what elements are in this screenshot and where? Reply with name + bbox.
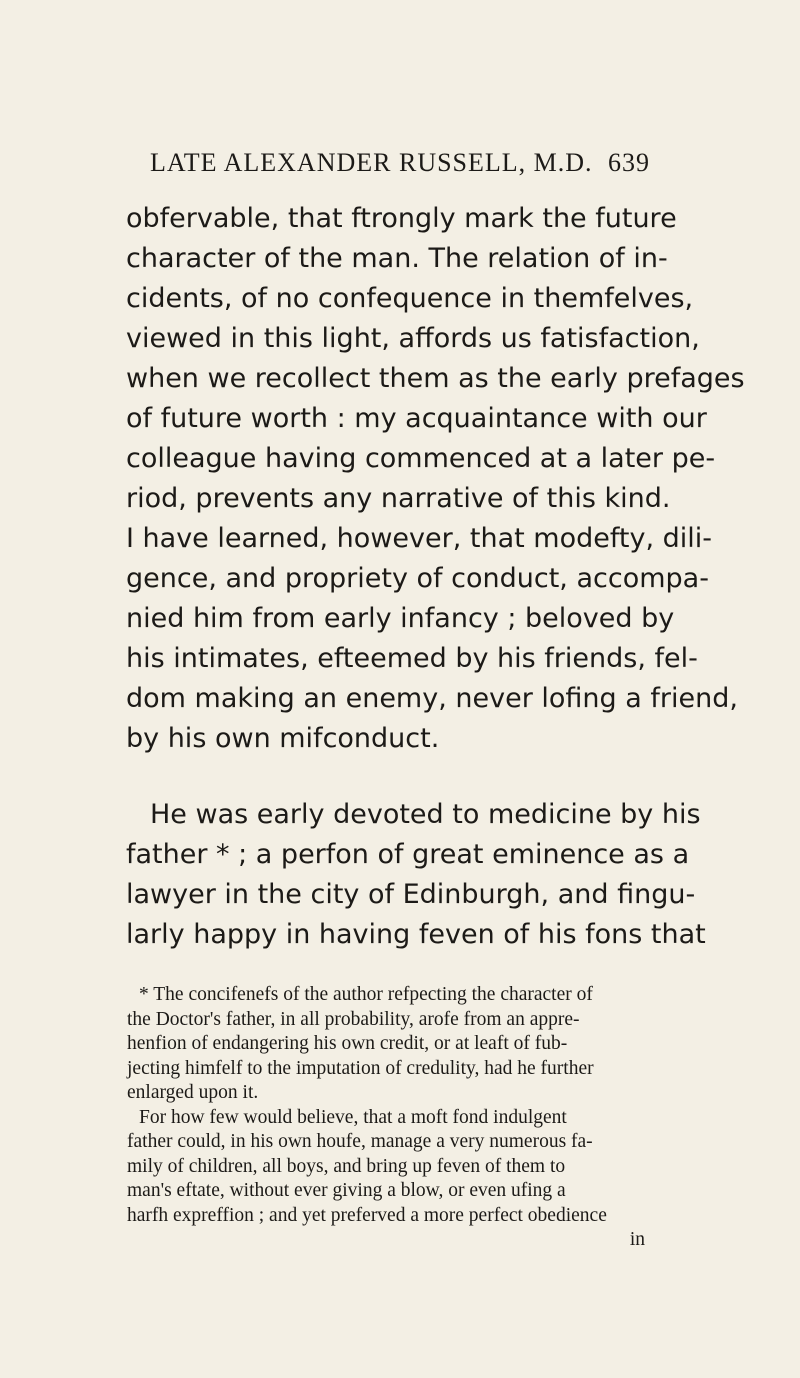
footnote-line: mily of children, all boys, and bring up feven of them to [127,1155,566,1177]
text-line: He was early devoted to medicine by his [150,799,701,830]
footnotes [127,983,649,1253]
footnote-1 [127,983,649,1106]
footnote-line: man's eftate, without ever giving a blow, or even ufing a [127,1180,566,1201]
text-line: father * ; a perfon of great eminence as a [126,839,690,870]
text-line: lawyer in the city of Edinburgh, and fingu- [126,879,696,910]
paragraph-2 [126,795,706,955]
paragraph-1 [126,199,745,759]
text-line: by his own mifconduct. [126,723,440,754]
text-line: cidents, of no confequence in themfelves, [126,283,694,314]
running-head-title: LATE ALEXANDER RUSSELL, M.D. [150,148,593,177]
text-line: colleague having commenced at a later pe- [126,443,716,474]
text-line: larly happy in having feven of his fons that [126,919,706,950]
footnote-line: * The concifenefs of the author refpecting the character of [139,984,593,1005]
footnote-line: enlarged upon it. [127,1082,259,1103]
page-number: 639 [608,148,650,177]
text-line: dom making an enemy, never lofing a friend, [126,683,738,714]
running-head [150,148,670,192]
text-line: character of the man. The relation of in- [126,243,668,274]
text-line: gence, and propriety of conduct, accompa- [126,563,709,594]
text-line: obfervable, that ftrongly mark the future [126,203,677,234]
text-line: nied him from early infancy ; beloved by [126,603,675,634]
footnote-line: father could, in his own houfe, manage a very numerous fa- [127,1131,593,1152]
text-line: of future worth : my acquaintance with our [126,403,707,434]
footnote-line: For how few would believe, that a moft fond indulgent [139,1106,567,1128]
footnote-line: henfion of endangering his own credit, or at leaft of fub- [127,1033,568,1054]
text-line: his intimates, efteemed by his friends, fel- [126,643,698,674]
footnote-line: the Doctor's father, in all probability, arofe from an appre- [127,1008,580,1030]
catchword: in [629,1229,645,1250]
footnote-2 [127,1106,649,1229]
paragraph-spacer [126,759,646,795]
text-line: when we recollect them as the early prefages [126,363,745,394]
footnote-line: harfh expreffion ; and yet preferved a more perfect obedience [127,1204,607,1226]
text-line: I have learned, however, that modefty, dili- [126,523,712,554]
text-line: riod, prevents any narrative of this kind. [126,483,671,514]
main-text [126,199,745,955]
footnote-line: jecting himfelf to the imputation of credulity, had he further [127,1057,594,1079]
text-line: viewed in this light, affords us fatisfaction, [126,323,700,354]
